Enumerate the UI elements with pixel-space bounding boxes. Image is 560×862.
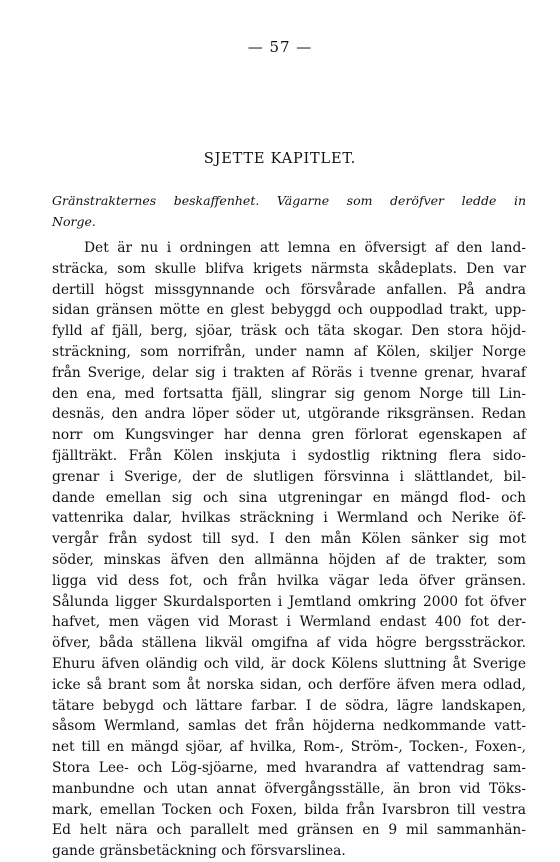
body-line: vattenrika dalar, hvilkas sträckning i Wermland och Nerike öf- bbox=[52, 510, 526, 527]
body-line: fylld af fjäll, berg, sjöar, träsk och täta skogar. Den stora höjd- bbox=[52, 323, 526, 340]
body-line: fjällträkt. Från Kölen inskjuta i sydostlig riktning flera sido- bbox=[52, 447, 526, 464]
body-line: sidan gränsen mötte en glest bebyggd och ouppodlad trakt, upp- bbox=[52, 302, 526, 319]
body-line: vergår från sydost till syd. I den mån Kölen sänker sig mot bbox=[52, 531, 526, 548]
body-line: Stora Lee- och Lög-sjöarne, med hvarandra af vattendrag sam- bbox=[52, 759, 526, 776]
chapter-summary bbox=[52, 190, 526, 232]
body-line: sträckning, som norrifrån, under namn af Kölen, skiljer Norge bbox=[52, 343, 526, 360]
body-line: söder, minskas äfven den allmänna höjden af de trakter, som bbox=[52, 551, 526, 568]
body-line: manbundne och utan annat öfvergångsställe, än bron vid Töks- bbox=[52, 780, 526, 797]
body-line: Det är nu i ordningen att lemna en öfversigt af den land- bbox=[84, 240, 526, 256]
body-line: icke så brant som åt norska sidan, och derföre äfven mera odlad, bbox=[52, 676, 526, 693]
body-line: Ehuru äfven oländig och vild, är dock Kölens sluttning åt Sverige bbox=[52, 655, 526, 672]
chapter-summary-line-2: Norge. bbox=[52, 214, 96, 229]
body-line: mark, emellan Tocken och Foxen, bilda från Ivarsbron till vestra bbox=[52, 801, 526, 818]
body-line: såsom Wermland, samlas det från höjderna nedkommande vatt- bbox=[52, 718, 526, 735]
body-line: den ena, med fortsatta fjäll, slingrar sig genom Norge till Lin- bbox=[52, 385, 526, 402]
body-line: hafvet, men vägen vid Morast i Wermland endast 400 fot der- bbox=[52, 614, 526, 631]
body-line: desnäs, den andra löper söder ut, utgörande riksgränsen. Redan bbox=[52, 406, 526, 423]
body-line: norr om Kungsvinger har denna gren förlorat egenskapen af bbox=[52, 427, 526, 444]
body-text bbox=[52, 238, 526, 862]
body-line: Sålunda ligger Skurdalsporten i Jemtland omkring 2000 fot öfver bbox=[52, 593, 526, 610]
body-line: Ed helt nära och parallelt med gränsen en 9 mil sammanhän- bbox=[52, 822, 526, 839]
chapter-summary-line-1: Gränstrakternes beskaffenhet. Vägarne som deröfver ledde in bbox=[52, 193, 526, 208]
page-number: — 57 — bbox=[247, 38, 313, 56]
body-line: ligga vid dess fot, och från hvilka vägar leda öfver gränsen. bbox=[52, 572, 526, 589]
body-line: dande emellan sig och sina utgreningar en mängd flod- och bbox=[52, 489, 526, 506]
body-line: tätare bebygd och lättare farbar. I de södra, lägre landskapen, bbox=[52, 697, 526, 714]
body-line: sträcka, som skulle blifva krigets närmsta skådeplats. Den var bbox=[52, 260, 526, 277]
body-line: öfver, båda ställena likväl omgifna af vida högre bergssträckor. bbox=[52, 635, 526, 652]
body-line: gande gränsbetäckning och försvarslinea. bbox=[52, 843, 346, 860]
body-line: från Sverige, delar sig i trakten af Röräs i tvenne grenar, hvaraf bbox=[52, 364, 526, 381]
body-line: net till en mängd sjöar, af hvilka, Rom-, Ström-, Tocken-, Foxen-, bbox=[52, 739, 526, 756]
body-line: dertill högst missgynnande och försvårade anfallen. På andra bbox=[52, 281, 526, 298]
chapter-title: SJETTE KAPITLET. bbox=[203, 151, 357, 167]
body-line: grenar i Sverige, der de slutligen försvinna i slättlandet, bil- bbox=[52, 468, 526, 485]
